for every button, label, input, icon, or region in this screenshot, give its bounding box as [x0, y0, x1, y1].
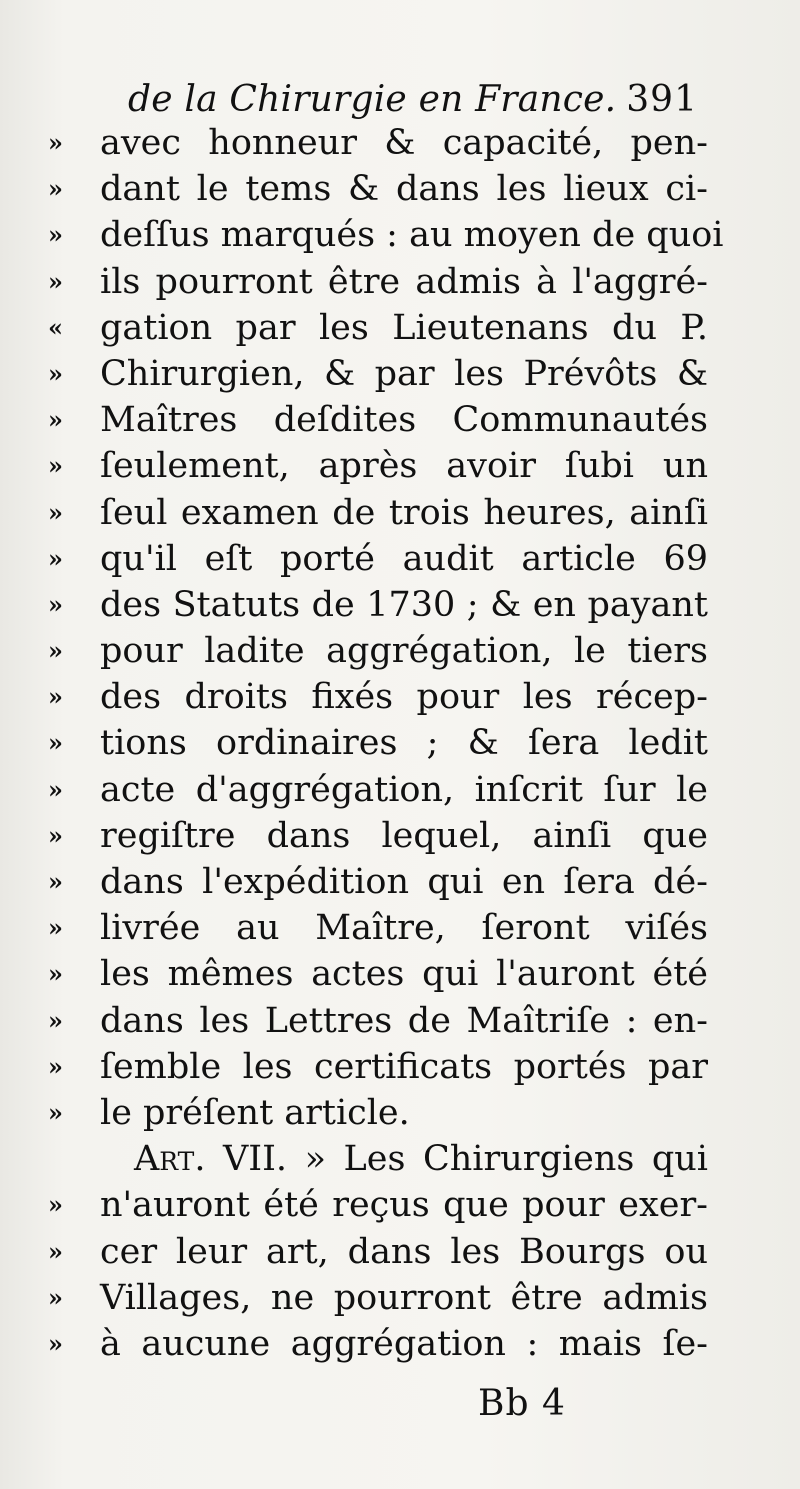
text-line [48, 536, 708, 582]
text-line [48, 397, 708, 443]
quote-mark: » [48, 589, 61, 619]
line-text: des Statuts de 1730 ; & en payant [100, 584, 708, 625]
line-text: Chirurgien, & par les Prévôts & [100, 353, 708, 394]
article-text: » Les Chirurgiens qui [304, 1139, 708, 1180]
quote-mark: » [48, 1005, 61, 1035]
quote-mark: » [48, 266, 61, 296]
line-text: acte d'aggrégation, inſcrit ſur le [100, 769, 708, 810]
text-line [48, 351, 708, 397]
text-line [48, 998, 708, 1044]
quote-mark: » [48, 1328, 61, 1358]
text-line [48, 767, 708, 813]
line-text: dant le tems & dans les lieux ci- [100, 169, 708, 210]
running-title: de la Chirurgie en France. [128, 79, 617, 120]
text-line [48, 674, 708, 720]
line-text: dans l'expédition qui en ſera dé- [100, 862, 708, 902]
line-text: avec honneur & capacité, pen- [100, 123, 708, 163]
text-line [48, 212, 724, 258]
page-number: 391 [626, 79, 698, 120]
line-text: Villages, ne pourront être admis [100, 1277, 708, 1318]
quote-mark: » [48, 451, 61, 481]
text-line [48, 1229, 708, 1275]
line-text: ſeulement, après avoir ſubi un [100, 446, 708, 487]
line-text: ils pourront être admis à l'aggré- [100, 261, 708, 302]
page-header [128, 74, 698, 126]
line-text: Maîtres deſdites Communautés [100, 400, 708, 441]
quote-mark: » [48, 959, 61, 989]
line-text: dans les Lettres de Maîtriſe : en- [100, 1000, 708, 1041]
article-label: Art. VII. [134, 1139, 288, 1180]
line-text: ſemble les certificats portés par [100, 1046, 708, 1087]
quote-mark: » [48, 867, 61, 896]
text-line [48, 859, 708, 905]
article-line [134, 1136, 708, 1182]
text-line [48, 305, 708, 351]
text-line [48, 582, 708, 628]
text-line [48, 628, 708, 674]
quote-mark: » [48, 1236, 61, 1266]
quote-mark: » [48, 1051, 61, 1081]
quote-mark: » [48, 728, 61, 758]
quote-mark: « [48, 312, 61, 342]
text-line [48, 1182, 708, 1228]
line-text: le préſent article. [100, 1092, 410, 1133]
text-line-paragraph-end [48, 1090, 708, 1136]
quote-mark: » [48, 913, 61, 943]
quote-mark: » [48, 682, 61, 712]
text-line [48, 951, 708, 997]
text-line [48, 813, 708, 859]
quote-mark: » [48, 128, 61, 157]
body-text [48, 120, 724, 1367]
quote-mark: » [48, 774, 61, 804]
line-text: les mêmes actes qui l'auront été [100, 954, 708, 995]
line-text: n'auront été reçus que pour exer- [100, 1185, 708, 1226]
quote-mark: » [48, 636, 61, 666]
quote-mark: » [48, 497, 61, 527]
quote-mark: » [48, 820, 61, 850]
text-line [48, 490, 708, 536]
article-heading-line [48, 1136, 708, 1182]
line-text: qu'il eſt porté audit article 69 [100, 538, 708, 579]
text-line [48, 166, 708, 212]
line-text: pour ladite aggrégation, le tiers [100, 631, 708, 672]
quote-mark: » [48, 174, 61, 204]
line-text: cer leur art, dans les Bourgs ou [100, 1231, 708, 1272]
text-line [48, 1275, 708, 1321]
quote-mark: » [48, 543, 61, 573]
quote-mark: » [48, 405, 61, 435]
quote-mark: » [48, 1282, 61, 1312]
line-text: deſſus marqués : au moyen de quoi [100, 215, 724, 256]
quote-mark: » [48, 1190, 61, 1220]
text-line [48, 259, 708, 305]
line-text: à aucune aggrégation : mais ſe- [100, 1323, 708, 1364]
quote-mark: » [48, 220, 61, 250]
line-text: tions ordinaires ; & ſera ledit [100, 723, 708, 764]
quote-mark: » [48, 1097, 61, 1127]
text-line [48, 1044, 708, 1090]
text-line [48, 443, 708, 489]
text-line [48, 720, 708, 766]
quote-mark: » [48, 358, 61, 388]
text-line [48, 1321, 708, 1367]
line-text: livrée au Maître, ſeront viſés [100, 908, 708, 949]
line-text: ſeul examen de trois heures, ainſi [100, 492, 708, 533]
line-text: gation par les Lieutenans du P. [100, 307, 708, 348]
text-line [48, 905, 708, 951]
line-text: regiſtre dans lequel, ainſi que [100, 815, 708, 856]
signature-mark: Bb 4 [478, 1383, 566, 1424]
text-line [48, 120, 708, 166]
line-text: des droits fixés pour les récep- [100, 677, 708, 718]
